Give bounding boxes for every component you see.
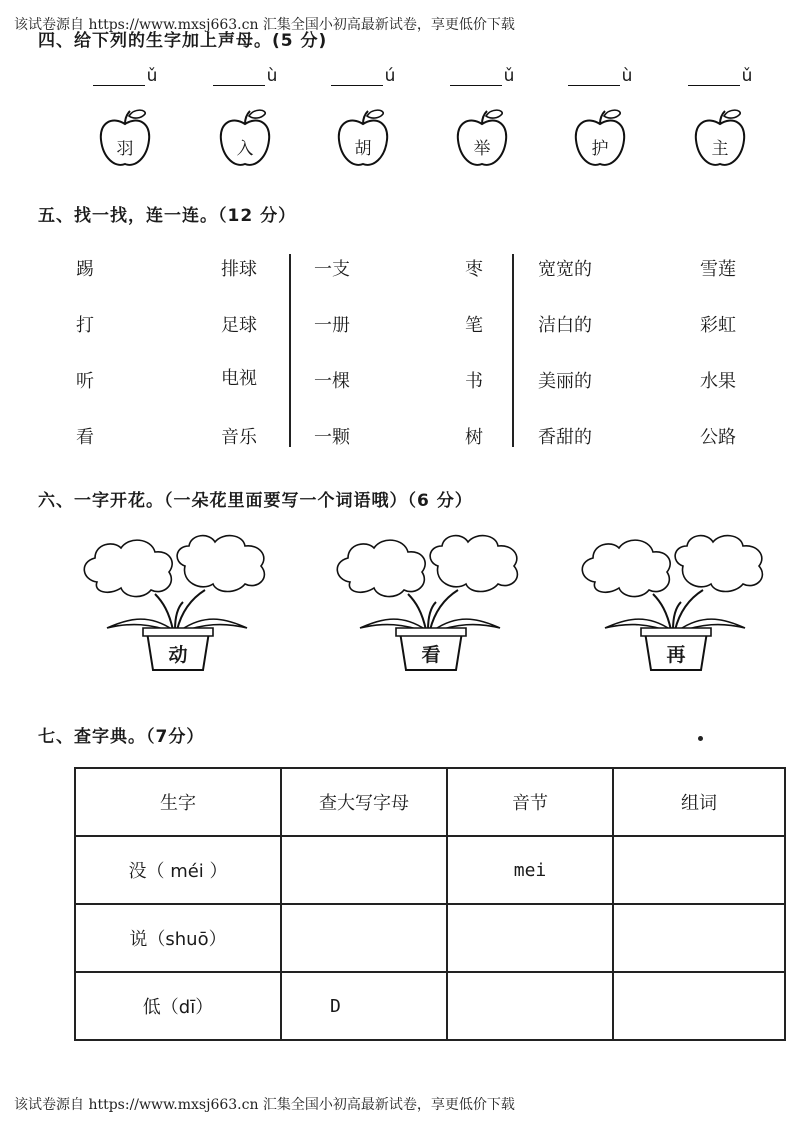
apple-item (318, 66, 408, 170)
apple-char: 护 (591, 139, 609, 159)
table-cell-syllable[interactable]: mei (447, 836, 613, 904)
section6-title: 六、一字开花。（一朵花里面要写一个词语哦）（6 分） (38, 491, 473, 511)
match-word[interactable]: 一册 (314, 315, 350, 336)
table-cell-word[interactable] (613, 972, 785, 1040)
match-word[interactable]: 美丽的 (538, 371, 592, 392)
table-header-cell: 查大写字母 (281, 768, 447, 836)
table-header-row (75, 768, 785, 836)
table-header-cell: 生字 (75, 768, 281, 836)
cloud-flower-icon[interactable] (84, 540, 172, 596)
section4-title: 四、给下列的生字加上声母。(5 分) (38, 31, 328, 51)
pot-char: 动 (168, 644, 188, 666)
match-word[interactable]: 音乐 (221, 427, 257, 448)
table-row (75, 904, 785, 972)
table-cell-syllable[interactable] (447, 972, 613, 1040)
apple-icon (690, 108, 750, 170)
pot-char: 再 (666, 644, 686, 666)
apple-icon (95, 108, 155, 170)
table-cell-char: 说（shuō） (75, 904, 281, 972)
cloud-flower-icon[interactable] (675, 536, 762, 592)
match-word[interactable]: 一棵 (314, 371, 350, 392)
match-word[interactable]: 香甜的 (538, 427, 592, 448)
ink-dot (698, 736, 703, 741)
match-word[interactable]: 笔 (465, 315, 483, 336)
flower-pot-icon (77, 532, 277, 672)
section7-title: 七、查字典。（7分） (38, 727, 205, 747)
table-cell-letter[interactable]: D (281, 972, 447, 1040)
table-header-cell: 组词 (613, 768, 785, 836)
apple-char: 举 (473, 139, 491, 159)
match-word[interactable]: 彩虹 (700, 315, 736, 336)
tone-mark: ú (384, 66, 396, 86)
watermark-bottom: 该试卷源自 https://www.mxsj663.cn 汇集全国小初高最新试卷，享更低价下载 (14, 1097, 515, 1113)
apple-icon (452, 108, 512, 170)
answer-blank[interactable] (213, 71, 265, 86)
section5-title: 五、找一找，连一连。（12 分） (38, 206, 297, 226)
table-header-cell: 音节 (447, 768, 613, 836)
flower-pot-icon (575, 532, 775, 672)
match-word[interactable]: 打 (76, 315, 94, 336)
match-word[interactable]: 树 (465, 427, 483, 448)
table-cell-word[interactable] (613, 904, 785, 972)
column-divider (512, 254, 514, 447)
apple-item (437, 66, 527, 170)
match-word[interactable]: 看 (76, 427, 94, 448)
tone-mark: ù (266, 66, 278, 86)
tone-mark: ǔ (146, 66, 158, 86)
flower-pot-icon (330, 532, 530, 672)
apple-char: 羽 (116, 139, 134, 159)
table-cell-letter[interactable] (281, 836, 447, 904)
match-word[interactable]: 雪莲 (700, 259, 736, 280)
table-cell-char: 没（ méi ） (75, 836, 281, 904)
apple-icon (333, 108, 393, 170)
table-cell-char: 低（dī） (75, 972, 281, 1040)
match-word[interactable]: 一颗 (314, 427, 350, 448)
cloud-flower-icon[interactable] (430, 536, 517, 592)
match-word[interactable]: 足球 (221, 315, 257, 336)
apple-icon (215, 108, 275, 170)
watermark-top: 该试卷源自 https://www.mxsj663.cn 汇集全国小初高最新试卷，享更低价下载 (14, 17, 515, 33)
match-word[interactable]: 一支 (314, 259, 350, 280)
match-word[interactable]: 枣 (465, 259, 483, 280)
apple-item (675, 66, 765, 170)
apple-char: 入 (236, 139, 254, 159)
answer-blank[interactable] (568, 71, 620, 86)
tone-mark: ù (621, 66, 633, 86)
match-word[interactable]: 听 (76, 371, 94, 392)
table-row (75, 836, 785, 904)
pot-char: 看 (421, 644, 441, 666)
match-word[interactable]: 公路 (700, 427, 736, 448)
answer-blank[interactable] (450, 71, 502, 86)
match-word[interactable]: 洁白的 (538, 315, 592, 336)
match-word[interactable]: 书 (465, 371, 483, 392)
match-word[interactable]: 电视 (221, 368, 257, 389)
apple-char: 胡 (354, 139, 372, 159)
dictionary-table (74, 767, 786, 1041)
table-cell-word[interactable] (613, 836, 785, 904)
apple-item (200, 66, 290, 170)
match-word[interactable]: 排球 (221, 259, 257, 280)
cloud-flower-icon[interactable] (582, 540, 670, 596)
answer-blank[interactable] (688, 71, 740, 86)
tone-mark: ǔ (741, 66, 753, 86)
column-divider (289, 254, 291, 447)
match-word[interactable]: 水果 (700, 371, 736, 392)
tone-mark: ǔ (503, 66, 515, 86)
answer-blank[interactable] (331, 71, 383, 86)
apple-item (555, 66, 645, 170)
table-row (75, 972, 785, 1040)
match-word[interactable]: 踢 (76, 259, 94, 280)
apple-icon (570, 108, 630, 170)
table-cell-letter[interactable] (281, 904, 447, 972)
answer-blank[interactable] (93, 71, 145, 86)
apple-item (80, 66, 170, 170)
match-word[interactable]: 宽宽的 (538, 259, 592, 280)
apple-char: 主 (711, 139, 729, 159)
cloud-flower-icon[interactable] (177, 536, 264, 592)
cloud-flower-icon[interactable] (337, 540, 425, 596)
table-cell-syllable[interactable] (447, 904, 613, 972)
